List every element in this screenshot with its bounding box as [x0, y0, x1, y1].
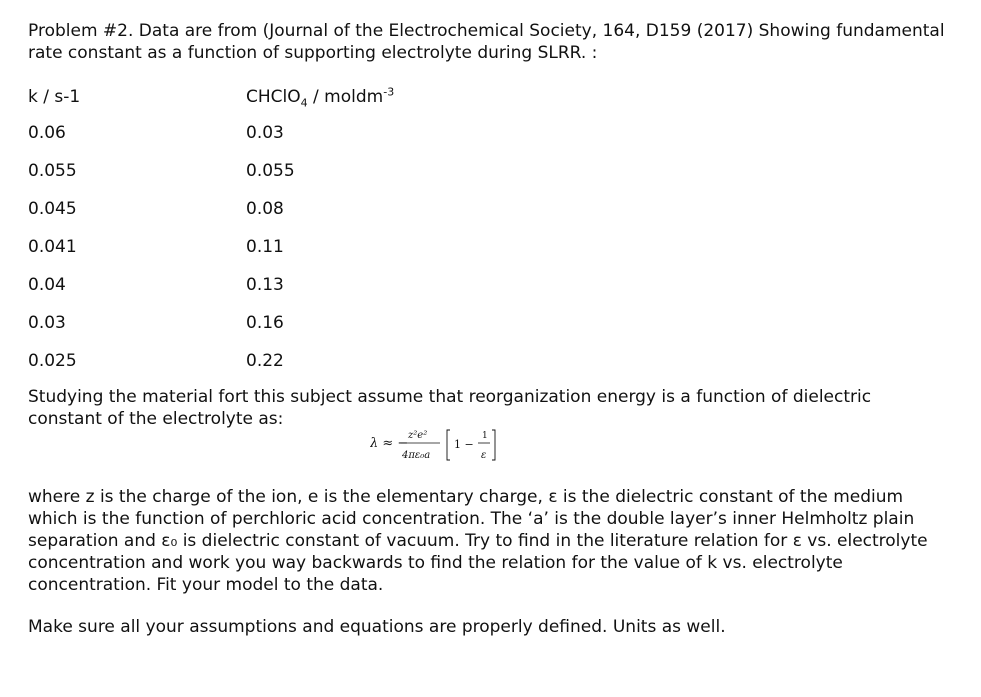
header-conc-subscript: 4	[300, 96, 308, 110]
formula-left-bracket	[447, 430, 450, 460]
study-paragraph: Studying the material fort this subject assume that reorganization energy is a function of dielectric constant of the electrolyte as:	[28, 387, 872, 429]
table-header-k: k / s-1	[28, 87, 81, 107]
table-row-conc: 0.11	[246, 237, 284, 257]
table-row-k: 0.03	[28, 313, 66, 333]
explanation-paragraph: where z is the charge of the ion, e is the elementary charge, ε is the dielectric constant of the medium which is the function of perchloric acid concentration. The ‘a’ is the double layer’s inner Helmholtz plain separation and ε₀ is dielectric constant of vacuum. Try to find in the literature relation for ε vs. electrolyte concentration and work you way backwards to find the relation for the value of k vs. electrolyte concentration. Fit your model to the data.	[28, 487, 928, 595]
table-row-conc: 0.13	[246, 275, 284, 295]
table-row-conc: 0.03	[246, 123, 284, 143]
reorganization-energy-formula	[370, 423, 510, 463]
table-row-k: 0.025	[28, 351, 77, 371]
formula-bracket-one: 1 −	[454, 438, 474, 451]
table-row-k: 0.06	[28, 123, 66, 143]
table-row-conc: 0.055	[246, 161, 295, 181]
header-conc-base: CHClO	[246, 87, 301, 107]
table-header-concentration	[246, 86, 394, 108]
table-row-conc: 0.16	[246, 313, 284, 333]
header-conc-superscript: -3	[383, 85, 395, 99]
table-row-conc: 0.08	[246, 199, 284, 219]
table-row-k: 0.055	[28, 161, 77, 181]
formula-lhs: λ ≈ −	[370, 436, 409, 451]
problem-intro: Problem #2. Data are from (Journal of the Electrochemical Society, 164, D159 (2017) Showing fundamental rate constant as a function of supporting electrolyte during SLRR. :	[28, 21, 945, 63]
formula-right-bracket	[492, 430, 495, 460]
closing-paragraph: Make sure all your assumptions and equations are properly defined. Units as well.	[28, 617, 726, 637]
formula-denominator: 4πε₀a	[402, 450, 431, 461]
formula-numerator: z²e²	[408, 430, 428, 441]
table-row-conc: 0.22	[246, 351, 284, 371]
formula-bracket-denominator: ε	[481, 450, 487, 461]
table-row-k: 0.045	[28, 199, 77, 219]
table-row-k: 0.04	[28, 275, 66, 295]
table-row-k: 0.041	[28, 237, 77, 257]
formula-bracket-numerator: 1	[482, 431, 488, 441]
header-conc-unit: / moldm	[307, 87, 384, 107]
